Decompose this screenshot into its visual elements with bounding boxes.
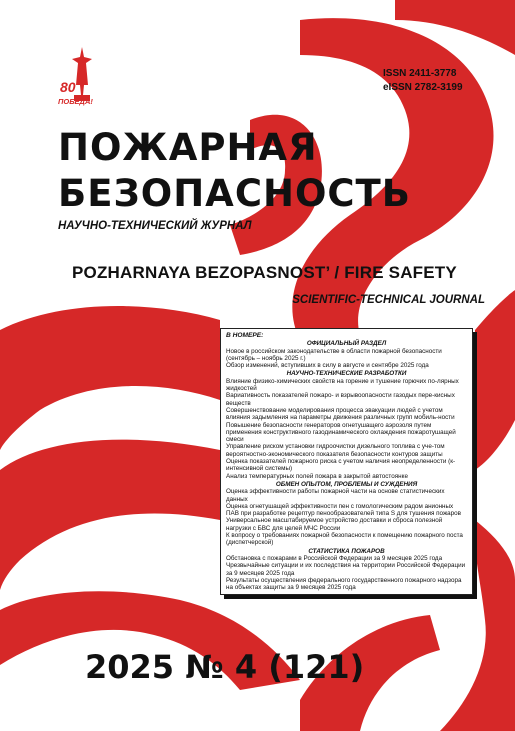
- article-title: Чрезвычайные ситуации и их последствия на территории Российской Федерации за 9 месяцев 2025 года: [226, 562, 466, 577]
- latin-subtitle: SCIENTIFIC-TECHNICAL JOURNAL: [292, 294, 485, 306]
- article-title: Универсальное масштабируемое устройство доставки и сброса полезной нагрузки с БВС для целей МЧС России: [226, 517, 443, 532]
- article-title: Управление риском установки гидроочистки дизельного топлива с уче-том вероятностно-экономического показателя безопасности контуров защиты: [226, 443, 445, 458]
- contents-box: [220, 328, 473, 595]
- section-title: ОФИЦИАЛЬНЫЙ РАЗДЕЛ: [306, 340, 387, 348]
- issn-print: ISSN 2411-3778: [383, 68, 457, 79]
- article-title: Оценка показателей пожарного риска с учетом наличия неопределенности (к-интенсивной системы): [226, 458, 456, 473]
- article-title: Обстановка с пожарами в Российской Федерации за 9 месяцев 2025 года: [226, 554, 443, 562]
- article-title: Анализ температурных полей пожара в закрытой автостоянке: [226, 472, 408, 480]
- article-title: Повышение безопасности генераторов огнетушащего аэрозоля путем применения конструктивного газодинамического охлаждения пожаротушащей смеси: [226, 421, 456, 444]
- contents-heading: В НОМЕРЕ:: [226, 332, 264, 339]
- issn-online: eISSN 2782-3199: [383, 82, 463, 93]
- section-title: ОБМЕН ОПЫТОМ, ПРОБЛЕМЫ И СУЖДЕНИЯ: [275, 480, 418, 488]
- article-title: Совершенствование моделирования процесса эвакуации людей с учетом влияния задымления на параметры движения различных групп мобиль-ности: [226, 406, 455, 422]
- victory-monument-icon: [62, 30, 102, 120]
- latin-title: POZHARNAYA BEZOPASNOST’ / FIRE SAFETY: [72, 263, 457, 282]
- section-title: НАУЧНО-ТЕХНИЧЕСКИЕ РАЗРАБОТКИ: [286, 370, 407, 378]
- article-title: Оценка эффективности работы пожарной части на основе статистических данных: [226, 488, 445, 503]
- article-title: Новое в российском законодательстве в области пожарной безопасности (сентябрь – ноябрь 2025 г.): [226, 347, 442, 362]
- article-title: Влияние физико-химических свойств на горение и тушение горючих по-лярных жидкостей: [226, 377, 459, 393]
- article-title: Результаты осуществления федерального государственного пожарного надзора на объектах защиты за 9 месяцев 2025 года: [226, 576, 462, 592]
- journal-title-line2: БЕЗОПАСНОСТЬ: [58, 172, 411, 215]
- article-title: Оценка огнетушащей эффективности пен с гомологическим радом анионных ПАВ при разработке рецептур пенообразователей типа S для тушения пожаров: [226, 502, 462, 518]
- journal-subtitle: НАУЧНО-ТЕХНИЧЕСКИЙ ЖУРНАЛ: [58, 220, 252, 232]
- journal-title-line1: ПОЖАРНАЯ: [58, 126, 318, 169]
- article-title: Вариативность показателей пожаро- и взрывоопасности газодых пере-кисных веществ: [226, 392, 455, 407]
- section-title: СТАТИСТИКА ПОЖАРОВ: [308, 547, 385, 555]
- article-title: Обзор изменений, вступивших в силу в августе и сентябре 2025 года: [226, 362, 429, 370]
- issue-number: 2025 № 4 (121): [85, 648, 365, 686]
- article-title: К вопросу о требованиях пожарной безопасности к помещению пожарного поста (диспетчерской): [226, 532, 463, 547]
- anniversary-word: ПОБЕДА!: [58, 97, 93, 106]
- anniversary-number: 80: [60, 79, 76, 95]
